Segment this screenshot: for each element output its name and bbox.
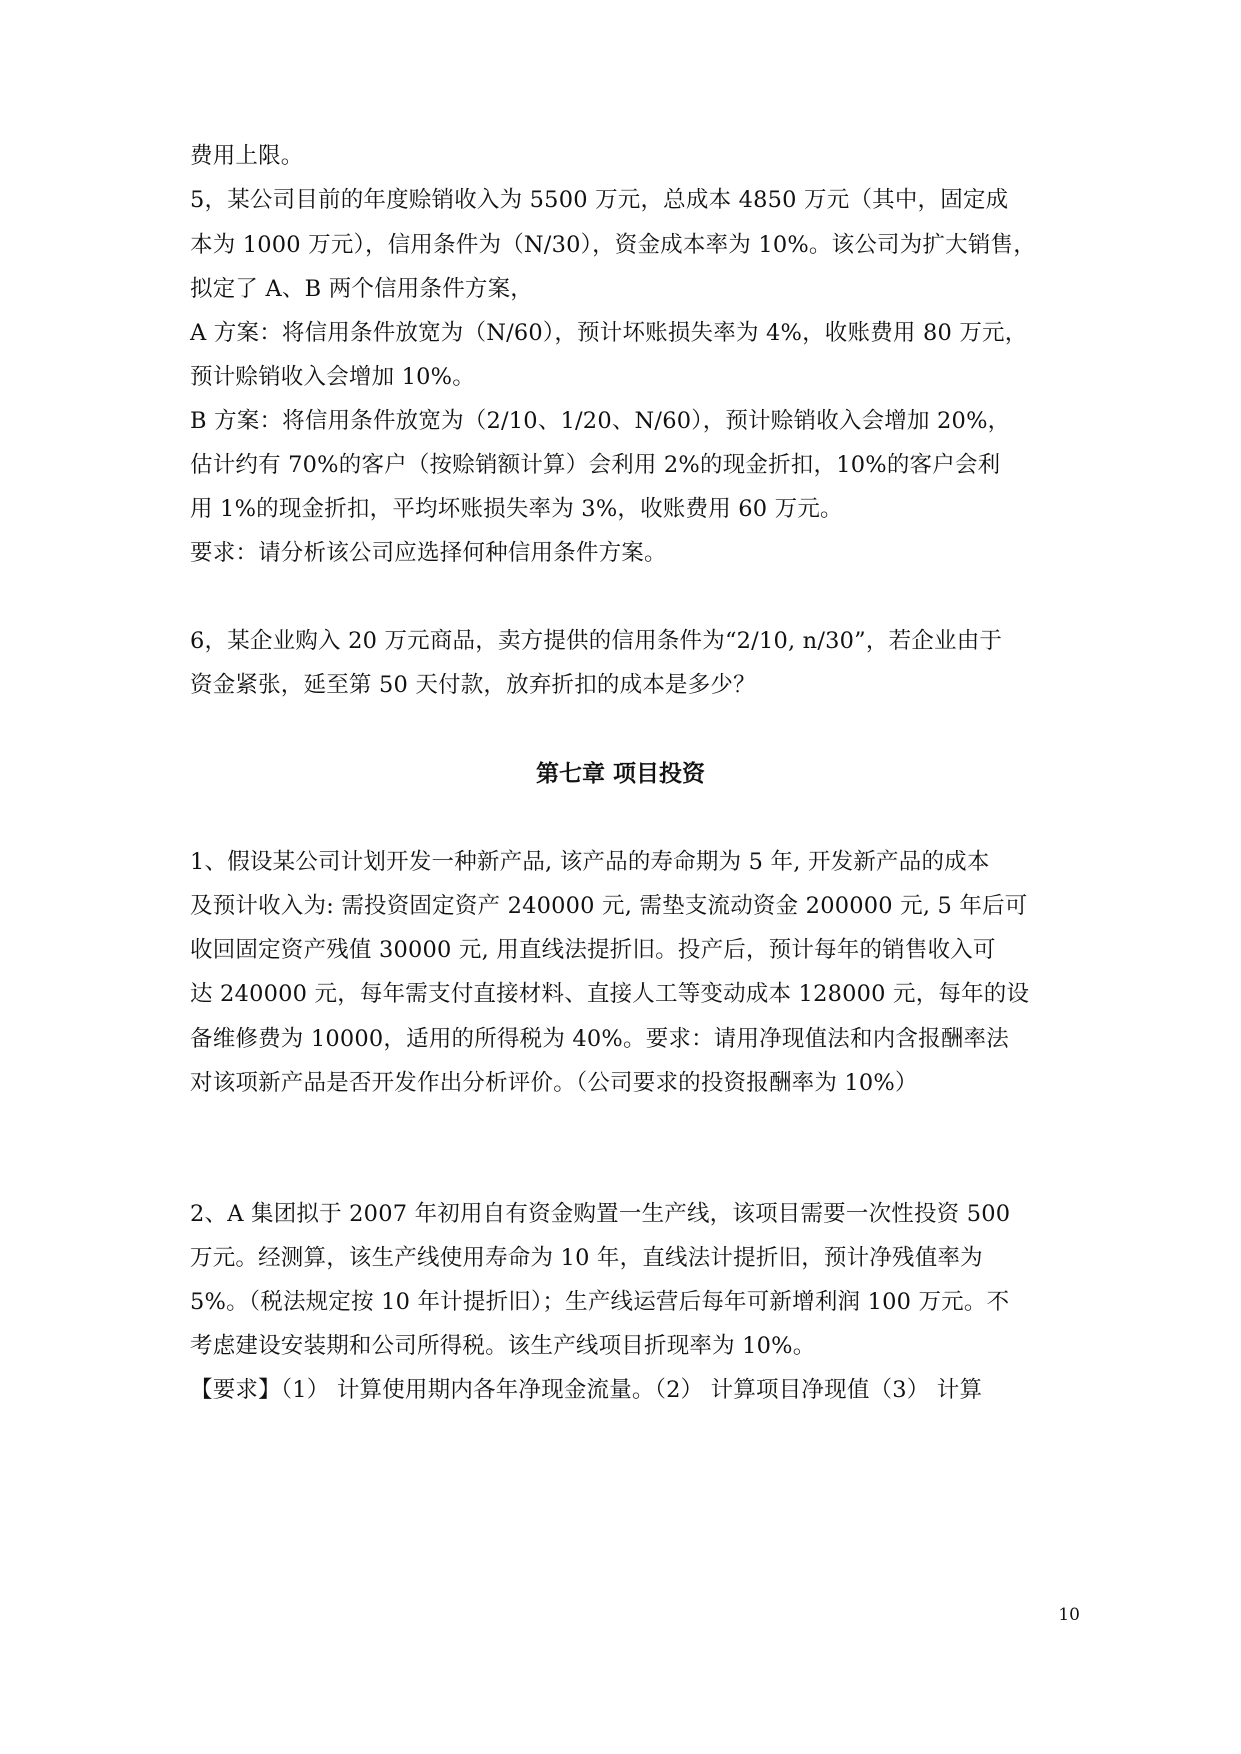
text-line: 万元。经测算，该生产线使用寿命为 10 年，直线法计提折旧，预计净残值率为	[190, 1245, 983, 1271]
chapter-heading: 第七章 项目投资	[535, 761, 705, 787]
text-line: 备维修费为 10000，适用的所得税为 40%。要求：请用净现值法和内含报酬率法	[190, 1026, 1009, 1052]
text-line: 5，某公司目前的年度赊销收入为 5500 万元，总成本 4850 万元（其中，固定成	[190, 187, 1009, 213]
text-line: 5%。（税法规定按 10 年计提折旧）；生产线运营后每年可新增利润 100 万元。不	[190, 1289, 1010, 1315]
text-line: B 方案：将信用条件放宽为（2/10、1/20、N/60），预计赊销收入会增加 20%，	[190, 408, 1011, 434]
text-line: 及预计收入为: 需投资固定资产 240000 元, 需垫支流动资金 200000 元, 5 年后可	[190, 893, 1028, 919]
page-number: 10	[1058, 1605, 1080, 1625]
text-line: 估计约有 70%的客户（按赊销额计算）会利用 2%的现金折扣，10%的客户会利	[190, 452, 1001, 478]
text-line: 收回固定资产残值 30000 元, 用直线法提折旧。投产后，预计每年的销售收入可	[190, 937, 996, 963]
text-line: 拟定了 A、B 两个信用条件方案，	[190, 276, 533, 302]
text-line: 要求：请分析该公司应选择何种信用条件方案。	[190, 540, 667, 566]
text-line: 费用上限。	[190, 143, 304, 169]
text-line: 用 1%的现金折扣，平均坏账损失率为 3%，收账费用 60 万元。	[190, 496, 843, 522]
text-line: 预计赊销收入会增加 10%。	[190, 364, 475, 390]
text-line: 对该项新产品是否开发作出分析评价。（公司要求的投资报酬率为 10%）	[190, 1070, 918, 1096]
text-line: A 方案：将信用条件放宽为（N/60），预计坏账损失率为 4%，收账费用 80 万元，	[190, 320, 1028, 346]
text-line: 本为 1000 万元），信用条件为（N/30），资金成本率为 10%。该公司为扩大销售，	[190, 232, 1036, 258]
text-line: 6，某企业购入 20 万元商品，卖方提供的信用条件为“2/10, n/30”，若企业由于	[190, 628, 1003, 654]
text-line: 达 240000 元，每年需支付直接材料、直接人工等变动成本 128000 元，每年的设	[190, 981, 1030, 1007]
text-line: 资金紧张，延至第 50 天付款，放弃折扣的成本是多少？	[190, 672, 756, 698]
text-line: 1、假设某公司计划开发一种新产品, 该产品的寿命期为 5 年, 开发新产品的成本	[190, 849, 990, 875]
text-line: 2、A 集团拟于 2007 年初用自有资金购置一生产线，该项目需要一次性投资 500	[190, 1201, 1011, 1227]
text-line: 【要求】（1） 计算使用期内各年净现金流量。（2） 计算项目净现值（3） 计算	[190, 1377, 983, 1403]
text-line: 考虑建设安装期和公司所得税。该生产线项目折现率为 10%。	[190, 1333, 816, 1359]
